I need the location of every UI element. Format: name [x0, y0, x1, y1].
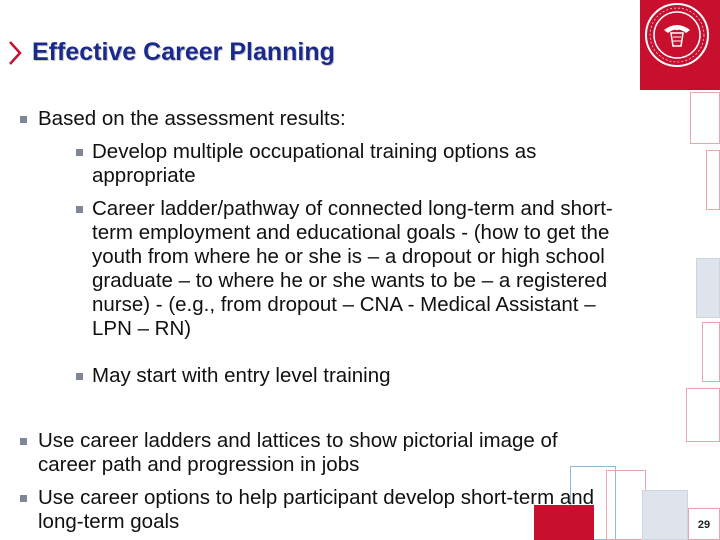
decor-square [690, 92, 720, 144]
square-bullet-icon [20, 438, 27, 445]
square-bullet-icon [76, 373, 83, 380]
square-bullet-icon [76, 206, 83, 213]
bullet-text: May start with entry level training [92, 364, 391, 387]
decor-square [686, 388, 720, 442]
bullet-text: Based on the assessment results: [38, 107, 346, 130]
bullet-text: Use career ladders and lattices to show pictorial image of career path and progression in jobs [38, 429, 558, 476]
slide-title: Effective Career Planning [32, 38, 335, 66]
header-logo-panel [640, 0, 720, 90]
department-seal-icon [644, 2, 710, 68]
bullet-text: Develop multiple occupational training options as appropriate [92, 140, 537, 187]
chevron-right-icon [4, 38, 26, 68]
square-bullet-icon [20, 116, 27, 123]
square-bullet-icon [20, 495, 27, 502]
page-number: 29 [697, 519, 711, 531]
bullet-text: Career ladder/pathway of connected long-term and short- term employment and educational goals - (how to get the youth from where he or she is – a dropout or high school graduate – to where he or she wants to be – a registered nurse) - (e.g., from dropout – CNA - Medical Assistant – LPN – RN) [92, 197, 613, 340]
bullet-text: Use career options to help participant develop short-term and long-term goals [38, 486, 595, 533]
square-bullet-icon [76, 149, 83, 156]
